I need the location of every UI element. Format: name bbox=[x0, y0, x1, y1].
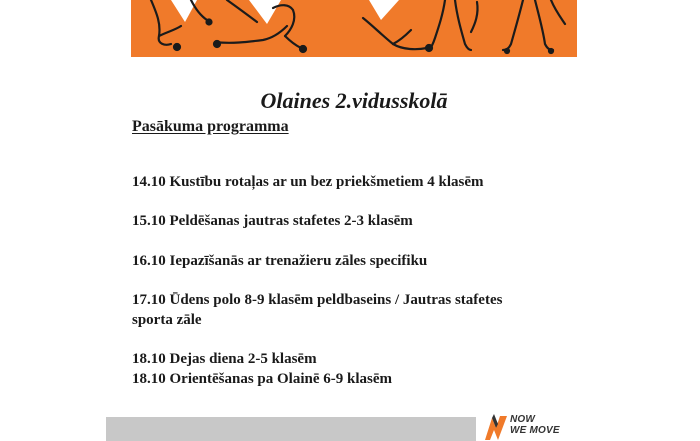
footer-bar bbox=[106, 417, 476, 441]
event-text-continued: sporta zāle bbox=[132, 312, 202, 328]
event-item bbox=[132, 172, 552, 192]
document-title: Olaines 2.vidusskolā bbox=[260, 88, 448, 113]
event-text: 18.10 Dejas diena 2-5 klasēm bbox=[132, 351, 317, 367]
event-text: 17.10 Ūdens polo 8-9 klasēm peldbaseins / Jautras stafetes bbox=[132, 292, 503, 308]
event-text: 16.10 Iepazīšanās ar trenažieru zāles specifiku bbox=[132, 253, 428, 269]
program-heading: Pasākuma programma bbox=[132, 118, 289, 135]
athletes-illustration bbox=[131, 0, 577, 57]
now-we-move-logo-icon bbox=[484, 414, 508, 440]
event-text: 18.10 Orientēšanas pa Olainē 6-9 klasēm bbox=[132, 371, 393, 387]
event-text: 14.10 Kustību rotaļas ar un bez priekšmetiem 4 klasēm bbox=[132, 174, 484, 190]
event-item bbox=[132, 290, 552, 330]
white-flag-shape bbox=[369, 0, 399, 20]
event-text: 15.10 Peldēšanas jautras stafetes 2-3 klasēm bbox=[132, 213, 413, 229]
figure-stroke bbox=[151, 0, 171, 45]
now-we-move-logo bbox=[484, 412, 574, 441]
event-item bbox=[132, 349, 552, 369]
logo-wordmark bbox=[510, 414, 560, 436]
event-item bbox=[132, 211, 552, 231]
logo-line-2: WE MOVE bbox=[510, 425, 560, 436]
event-item bbox=[132, 369, 552, 389]
event-item bbox=[132, 251, 552, 271]
header-banner bbox=[131, 0, 577, 57]
logo-line-1: NOW bbox=[510, 414, 536, 425]
